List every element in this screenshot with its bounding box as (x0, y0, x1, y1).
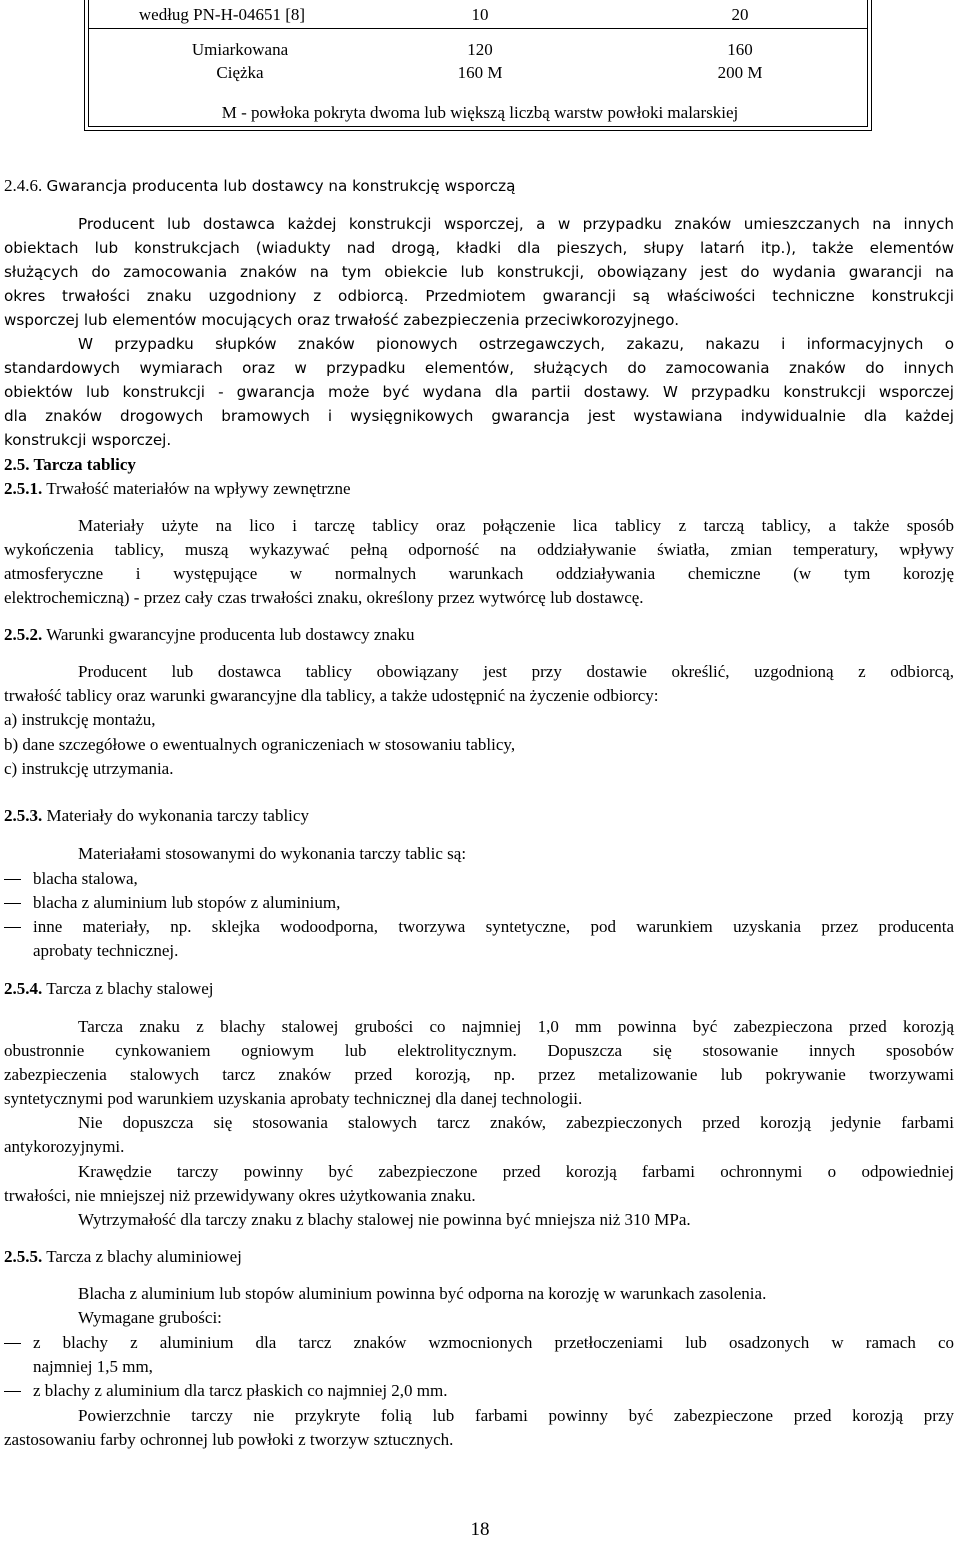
text-line: wsporczej lub elementów mocujących oraz trwałość zabezpieczenia przeciwkorozyjnego. (4, 311, 680, 329)
text-line: wykończenia tablicy, muszą wykazywać pełną odporność na oddziaływanie światła, zmian temperatury, wpływy (4, 540, 954, 559)
list-item: a) instrukcję montażu, (4, 710, 156, 729)
table-row2-label-b: Ciężka (216, 63, 264, 82)
section-255-heading: 2.5.5. Tarcza z blachy aluminiowej (4, 1247, 242, 1266)
text-line: Wytrzymałość dla tarczy znaku z blachy stalowej nie powinna być mniejsza niż 310 MPa. (78, 1210, 691, 1229)
list-item: c) instrukcję utrzymania. (4, 759, 174, 778)
text-line: okres trwałości znaku uzgodniony z odbiorcą. Przedmiotem gwarancji są właściwości techniczne konstrukcji (4, 287, 954, 305)
text-line: Wymagane grubości: (78, 1308, 222, 1327)
section-254-heading: 2.5.4. Tarcza z blachy stalowej (4, 979, 214, 998)
section-25-heading: 2.5. Tarcza tablicy (4, 455, 136, 474)
dash-bullet (4, 879, 21, 880)
text-line: elektrochemiczną) - przez cały czas trwałości znaku, określony przez wytwórcę lub dostawcę. (4, 588, 644, 607)
table-row2-col2-b: 200 M (717, 63, 763, 82)
list-item: blacha z aluminium lub stopów z aluminium, (33, 893, 341, 912)
dash-bullet (4, 903, 21, 904)
section-253-heading: 2.5.3. Materiały do wykonania tarczy tablicy (4, 806, 309, 825)
text-line: Tarcza znaku z blachy stalowej grubości co najmniej 1,0 mm powinna być zabezpieczona przed korozją (78, 1017, 954, 1036)
table-row2-col2-a: 160 (727, 40, 753, 59)
text-line: trwałości, nie mniejszej niż przewidywany okres użytkowania znaku. (4, 1186, 476, 1205)
table-row1-col2: 20 (731, 5, 749, 24)
text-line: syntetycznymi pod warunkiem uzyskania aprobaty technicznej dla danej technologii. (4, 1089, 583, 1108)
list-item: aprobaty technicznej. (33, 941, 179, 960)
text-line: zabezpieczenia stalowych tarcz znaków przed korozją, np. przez metalizowanie lub pokrywanie tworzywami (4, 1065, 954, 1084)
list-item: inne materiały, np. sklejka wodoodporna, tworzywa syntetyczne, pod warunkiem uzyskania przez producenta (33, 917, 954, 936)
table-row1-label: według PN-H-04651 [8] (138, 5, 306, 24)
dash-bullet (4, 1343, 21, 1344)
table-row2-label-a: Umiarkowana (191, 40, 289, 59)
list-item: b) dane szczegółowe o ewentualnych ograniczeniach w stosowaniu tablicy, (4, 735, 516, 754)
dash-bullet (4, 1391, 21, 1392)
text-line: obustronnie cynkowaniem ogniowym lub elektrolitycznym. Dopuszcza się stosowanie innych sposobów (4, 1041, 954, 1060)
list-item: najmniej 1,5 mm, (33, 1357, 153, 1376)
text-line: antykorozyjnymi. (4, 1137, 125, 1156)
table-row2-col1-b: 160 M (457, 63, 503, 82)
section-252-heading: 2.5.2. Warunki gwarancyjne producenta lub dostawcy znaku (4, 625, 415, 644)
list-item: blacha stalowa, (33, 869, 138, 888)
page-number: 18 (470, 1519, 490, 1540)
text-line: Blacha z aluminium lub stopów aluminium powinna być odporna na korozję w warunkach zasolenia. (78, 1284, 767, 1303)
section-251-heading: 2.5.1. Trwałość materiałów na wpływy zewnętrzne (4, 479, 351, 498)
text-line: Powierzchnie tarczy nie przykryte folią lub farbami powinny być zabezpieczone przed korozją przy (78, 1406, 954, 1425)
text-line: obiektach lub konstrukcjach (wiadukty nad drogą, kładki dla pieszych, słupy latarń itp.), także elementów (4, 239, 954, 257)
text-line: standardowych wymiarach oraz w przypadku elementów, służących do zamocowania znaków do innych (4, 359, 954, 377)
table-row1-col1: 10 (471, 5, 489, 24)
dash-bullet (4, 927, 21, 928)
list-item: z blachy z aluminium dla tarcz płaskich co najmniej 2,0 mm. (33, 1381, 448, 1400)
text-line: W przypadku słupków znaków pionowych ostrzegawczych, zakazu, nakazu i informacyjnych o (78, 335, 954, 353)
text-line: atmosferyczne i występujące w normalnych warunkach oddziaływania chemiczne (w tym korozję (4, 564, 954, 583)
table-note: M - powłoka pokryta dwoma lub większą liczbą warstw powłoki malarskiej (221, 103, 739, 122)
text-line: obiektów lub konstrukcji - gwarancja może być wydana dla partii dostawy. W przypadku konstrukcji wsporczej (4, 383, 954, 401)
section-246-heading: 2.4.6. Gwarancja producenta lub dostawcy na konstrukcję wsporczą (4, 176, 516, 195)
text-line: trwałość tablicy oraz warunki gwarancyjne dla tablicy, a także udostępnić na życzenie odbiorcy: (4, 686, 659, 705)
list-item: z blachy z aluminium dla tarcz znaków wzmocnionych przetłoczeniami lub osadzonych w ramach co (33, 1333, 954, 1352)
text-line: Materiałami stosowanymi do wykonania tarczy tablic są: (78, 844, 467, 863)
text-line: Nie dopuszcza się stosowania stalowych tarcz znaków, zabezpieczonych przed korozją jedynie farbami (78, 1113, 954, 1132)
table-row2-col1-a: 120 (467, 40, 493, 59)
text-line: służących do zamocowania znaków na tym obiekcie lub konstrukcji, obowiązany jest do wydania gwarancji na (4, 263, 954, 281)
table-row-divider (88, 28, 868, 29)
text-line: Krawędzie tarczy powinny być zabezpieczone przed korozją farbami ochronnymi o odpowiedniej (78, 1162, 954, 1181)
text-line: zastosowaniu farby ochronnej lub powłoki z tworzyw sztucznych. (4, 1430, 454, 1449)
text-line: Materiały użyte na lico i tarczę tablicy oraz połączenie lica tablicy z tarczą tablicy, a także sposób (78, 516, 954, 535)
text-line: dla znaków drogowych bramowych i wysięgnikowych gwarancja jest wystawiana indywidualnie dla każdej (4, 407, 954, 425)
text-line: Producent lub dostawca tablicy obowiązany jest przy dostawie określić, uzgodnioną z odbiorcą, (78, 662, 954, 681)
text-line: konstrukcji wsporczej. (4, 431, 172, 449)
text-line: Producent lub dostawca każdej konstrukcji wsporczej, a w przypadku znaków umieszczanych na innych (78, 215, 954, 233)
